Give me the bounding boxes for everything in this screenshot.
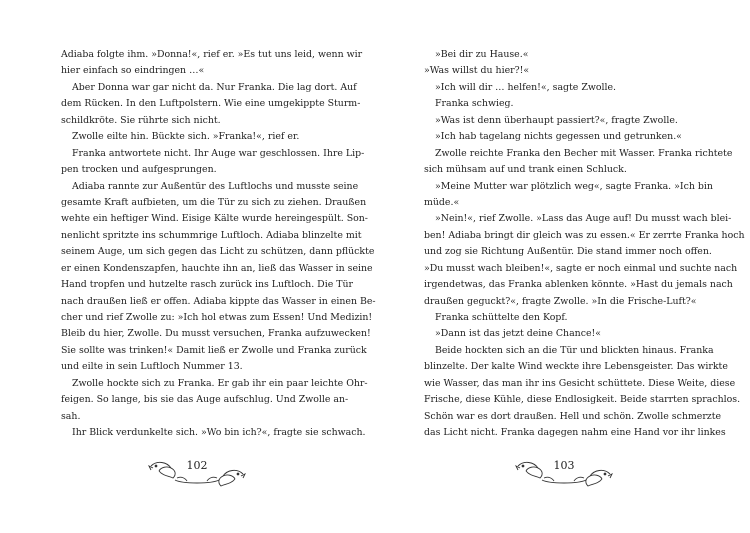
text-line: und zog sie Richtung Außentür. Die stand immer noch offen.	[424, 246, 712, 258]
text-line: müde.«	[424, 196, 460, 208]
text-line: Bleib du hier, Zwolle. Du musst versuchen, Franka aufzuwecken!	[61, 328, 371, 340]
left-page-footer	[147, 454, 247, 490]
right-page-footer	[514, 454, 614, 490]
text-line: das Licht nicht. Franka dagegen nahm eine Hand vor ihr linkes	[424, 427, 726, 439]
text-line: Schön war es dort draußen. Hell und schön. Zwolle schmerzte	[424, 410, 722, 422]
text-line: »Ich hab tagelang nichts gegessen und getrunken.«	[435, 131, 682, 143]
text-line: Franka antwortete nicht. Ihr Auge war geschlossen. Ihre Lip-	[72, 147, 365, 159]
text-line: seinem Auge, um sich gegen das Licht zu schützen, dann pflückte	[61, 246, 375, 258]
text-line: feigen. So lange, bis sie das Auge aufschlug. Und Zwolle an-	[61, 394, 349, 406]
text-line: Zwolle reichte Franka den Becher mit Wasser. Franka richtete	[435, 147, 733, 159]
text-line: Zwolle eilte hin. Bückte sich. »Franka!«, rief er.	[72, 131, 300, 143]
text-line: »Meine Mutter war plötzlich weg«, sagte Franka. »Ich bin	[435, 180, 713, 192]
text-line: »Was willst du hier?!«	[424, 65, 530, 77]
text-line: Frische, diese Kühle, diese Endlosigkeit. Beide starrten sprachlos.	[424, 394, 741, 406]
text-line: »Ich will dir … helfen!«, sagte Zwolle.	[435, 81, 617, 93]
text-line: und eilte in sein Luftloch Nummer 13.	[61, 361, 243, 373]
text-line: Sie sollte was trinken!« Damit ließ er Zwolle und Franka zurück	[61, 344, 367, 356]
text-line: Adiaba rannte zur Außentür des Luftlochs und musste seine	[72, 180, 359, 192]
page-number: 102	[186, 459, 208, 472]
text-line: blinzelte. Der kalte Wind weckte ihre Lebensgeister. Das wirkte	[424, 361, 728, 373]
text-line: pen trocken und aufgesprungen.	[61, 164, 217, 176]
text-line: »Nein!«, rief Zwolle. »Lass das Auge auf! Du musst wach blei-	[435, 213, 732, 225]
text-line: hier einfach so eindringen …«	[61, 65, 205, 77]
text-line: Zwolle hockte sich zu Franka. Er gab ihr ein paar leichte Ohr-	[72, 377, 368, 389]
text-line: draußen geguckt?«, fragte Zwolle. »In die Frische-Luft?«	[424, 295, 697, 307]
text-line: wie Wasser, das man ihr ins Gesicht schüttete. Diese Weite, diese	[424, 377, 736, 389]
text-line: cher und rief Zwolle zu: »Ich hol etwas zum Essen! Und Medizin!	[61, 312, 373, 323]
text-line: irgendetwas, das Franka ablenken könnte. »Hast du jemals nach	[424, 279, 733, 291]
text-line: nach draußen ließ er offen. Adiaba kippte das Wasser in einen Be-	[61, 295, 376, 307]
text-line: »Bei dir zu Hause.«	[435, 49, 529, 60]
text-line: wehte ein heftiger Wind. Eisige Kälte wurde hereingespült. Son-	[61, 213, 368, 225]
text-line: »Du musst wach bleiben!«, sagte er noch einmal und suchte nach	[424, 262, 738, 274]
text-line: er einen Kondenszapfen, hauchte ihn an, ließ das Wasser in seine	[61, 262, 373, 274]
text-line: »Was ist denn überhaupt passiert?«, fragte Zwolle.	[435, 114, 678, 126]
text-line: Franka schwieg.	[435, 98, 514, 110]
text-line: »Dann ist das jetzt deine Chance!«	[435, 328, 601, 340]
text-line: ben! Adiaba bringt dir gleich was zu essen.« Er zerrte Franka hoch	[424, 229, 745, 241]
text-line: gesamte Kraft aufbieten, um die Tür zu sich zu ziehen. Draußen	[61, 196, 367, 208]
text-line: Ihr Blick verdunkelte sich. »Wo bin ich?«, fragte sie schwach.	[72, 427, 366, 439]
text-line: Beide hockten sich an die Tür und blickten hinaus. Franka	[435, 344, 714, 356]
text-line: Franka schüttelte den Kopf.	[435, 312, 568, 323]
text-line: sah.	[61, 410, 81, 422]
text-line: Aber Donna war gar nicht da. Nur Franka. Die lag dort. Auf	[72, 81, 357, 93]
page-number: 103	[553, 459, 575, 472]
right-page-text	[424, 47, 745, 442]
right-page	[375, 0, 750, 533]
left-page-text	[61, 47, 376, 442]
text-line: schildkröte. Sie rührte sich nicht.	[61, 114, 221, 126]
text-line: nenlicht spritzte ins schummrige Luftloch. Adiaba blinzelte mit	[61, 229, 362, 241]
text-line: dem Rücken. In den Luftpolstern. Wie eine umgekippte Sturm-	[61, 98, 361, 110]
text-line: sich mühsam auf und trank einen Schluck.	[424, 164, 627, 176]
text-line: Hand tropfen und hutzelte rasch zurück ins Luftloch. Die Tür	[61, 279, 353, 291]
text-line: Adiaba folgte ihm. »Donna!«, rief er. »Es tut uns leid, wenn wir	[61, 49, 363, 60]
